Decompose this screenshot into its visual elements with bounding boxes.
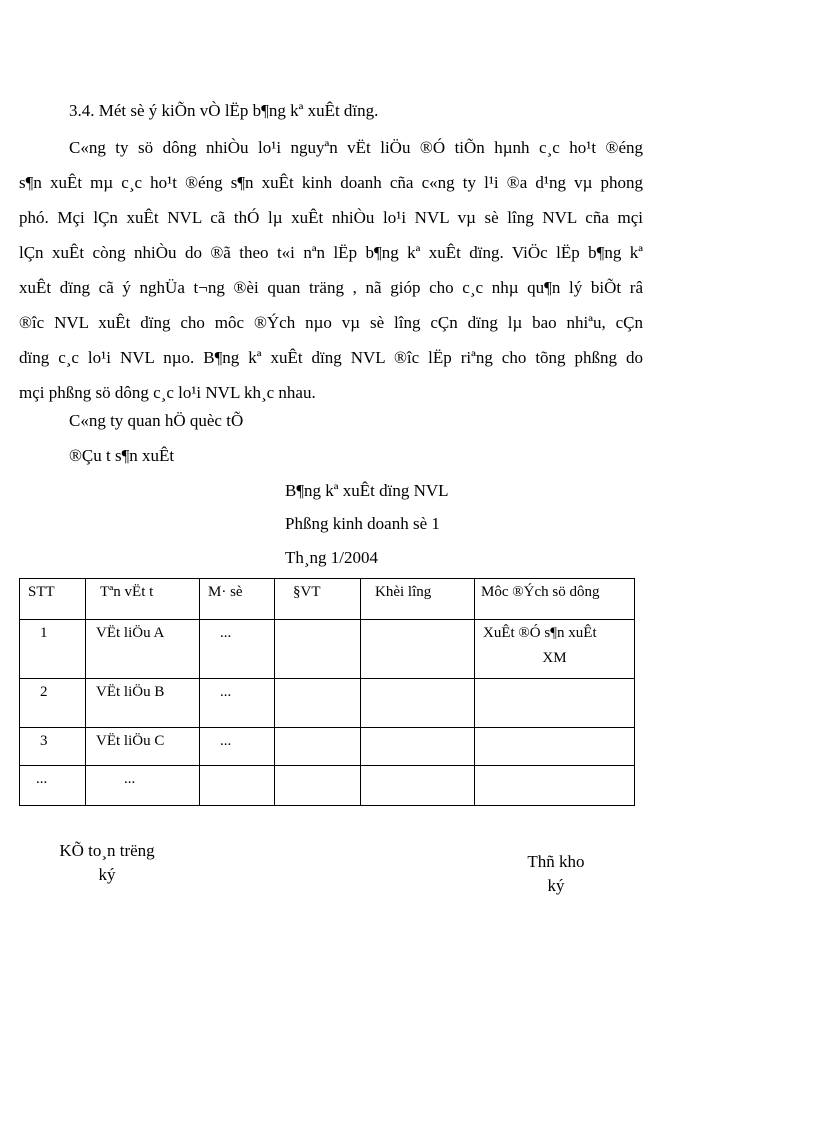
cell-quantity	[361, 766, 474, 771]
signature-title: Thñ kho	[527, 852, 585, 871]
paragraph-line: ®îc NVL xuÊt dïng cho môc ®Ých nµo vµ sè lîng cÇn dïng lµ bao nhiªu, cÇn	[19, 313, 643, 332]
cell-purpose	[475, 728, 634, 733]
cell-purpose-line2: XM	[542, 650, 567, 666]
signature-storekeeper	[506, 850, 606, 898]
cell-quantity	[361, 620, 474, 625]
cell-quantity	[361, 728, 474, 733]
cell-material-name: VËt liÖu B	[96, 684, 165, 700]
issue-table	[19, 578, 635, 806]
signature-sub: ký	[547, 876, 565, 895]
company-line: C«ng ty quan hÖ quèc tÕ	[69, 411, 244, 430]
paragraph-line: dïng c¸c lo¹i NVL nµo. B¶ng kª xuÊt dïng NVL ®îc lËp riªng cho tõng phßng do	[19, 348, 643, 367]
header-stt: STT	[28, 584, 55, 600]
cell-material-name: ...	[124, 771, 136, 787]
paragraph-line: phó. Mçi lÇn xuÊt NVL cã thÓ lµ xuÊt nhiÒu lo¹i NVL vµ sè lîng NVL cña mçi	[19, 208, 643, 227]
signature-chief-accountant	[44, 839, 170, 887]
cell-material-name: VËt liÖu C	[96, 733, 165, 749]
paragraph-body	[19, 130, 643, 410]
table-subtitle-department: Phßng kinh doanh sè 1	[285, 514, 440, 533]
table-row	[20, 620, 635, 679]
table-row	[20, 728, 635, 766]
cell-code: ...	[220, 733, 232, 749]
header-code: M· sè	[208, 584, 243, 600]
section-heading: 3.4. Mét sè ý kiÕn vÒ lËp b¶ng kª xuÊt dïng.	[69, 101, 379, 120]
paragraph-line: lÇn xuÊt còng nhiÒu do ®ã theo t«i nªn lËp b¶ng kª xuÊt dïng. ViÖc lËp b¶ng kª	[19, 243, 643, 262]
cell-stt: 1	[40, 625, 48, 641]
header-unit: §VT	[293, 584, 321, 600]
table-header-row	[20, 579, 635, 620]
cell-stt: 2	[40, 684, 48, 700]
signature-title: KÕ to¸n trëng	[59, 841, 155, 860]
cell-purpose: XuÊt ®Ó s¶n xuÊt	[483, 625, 597, 641]
cell-code	[200, 766, 274, 771]
cell-code: ...	[220, 625, 232, 641]
cell-unit	[275, 679, 360, 684]
table-title: B¶ng kª xuÊt dïng NVL	[285, 481, 449, 500]
cell-code: ...	[220, 684, 232, 700]
table-row	[20, 679, 635, 728]
signature-sub: ký	[98, 865, 116, 884]
cell-stt: 3	[40, 733, 48, 749]
paragraph-line: C«ng ty sö dông nhiÒu lo¹i nguyªn vËt liÖu ®Ó tiÕn hµnh c¸c ho¹t ®éng	[69, 138, 643, 157]
cell-unit	[275, 728, 360, 733]
cell-unit	[275, 766, 360, 771]
header-material-name: Tªn vËt t	[100, 584, 154, 600]
header-purpose: Môc ®Ých sö dông	[481, 584, 600, 600]
cell-quantity	[361, 679, 474, 684]
header-quantity: Khèi lîng	[375, 584, 432, 600]
cell-purpose	[475, 679, 634, 684]
table-subtitle-month: Th¸ng 1/2004	[285, 548, 379, 567]
paragraph-line: xuÊt dïng cã ý nghÜa t¬ng ®èi quan träng , nã gióp cho c¸c nhµ qu¶n lý biÕt râ	[19, 278, 643, 297]
table-row	[20, 766, 635, 806]
department-line: ®Çu t s¶n xuÊt	[69, 446, 175, 465]
paragraph-line: mçi phßng sö dông c¸c lo¹i NVL kh¸c nhau.	[19, 383, 316, 402]
cell-stt: ...	[36, 771, 48, 787]
paragraph-line: s¶n xuÊt mµ c¸c ho¹t ®éng s¶n xuÊt kinh doanh cña c«ng ty l¹i ®a d¹ng vµ phong	[19, 173, 643, 192]
cell-purpose	[475, 766, 634, 771]
cell-unit	[275, 620, 360, 625]
cell-material-name: VËt liÖu A	[96, 625, 165, 641]
